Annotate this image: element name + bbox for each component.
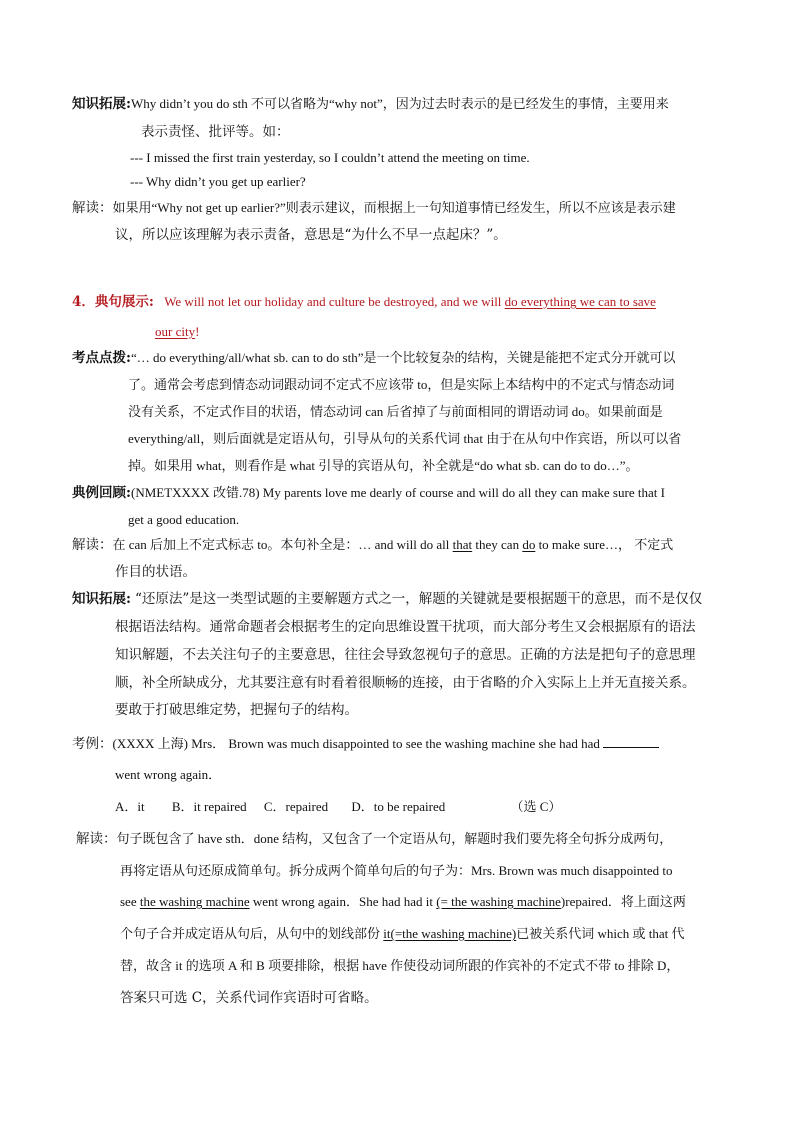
knowledge-extension-2-line-2: 根据语法结构。通常命题者会根据考生的定向思维设置干扰项，而大部分考生又会根据原有的语法 (115, 619, 696, 635)
key-point-line-5: 掉。如果用 what，则看作是 what 引导的宾语从句，补全就是“do what sb. can do to do…”。 (128, 458, 639, 473)
interpretation-2-do: do (522, 537, 536, 552)
exam-example-label: 考例： (72, 736, 113, 752)
interpretation-3-l3-underline-2: (= the washing machine (436, 894, 561, 909)
knowledge-extension-label: 知识拓展: (72, 96, 131, 112)
exam-example-line (72, 734, 659, 753)
interpretation-3-label: 解读： (76, 831, 117, 847)
knowledge-extension-2-label: 知识拓展: (72, 591, 131, 607)
key-point-line-3: 没有关系，不定式作目的状语，情态动词 can 后省掉了与前面相同的谓语动词 do。如果前面是 (128, 404, 663, 419)
key-point-text: “… do everything/all/what sb. can to do sth”是一个比较复杂的结构，关键是能把不定式分开就可以 (130, 350, 676, 365)
interpretation-2-text-c: to make sure…， 不定式 (535, 537, 674, 552)
interpretation-3-l3-underline-1: the washing machine (139, 894, 250, 909)
typical-sentence-text: We will not let our holiday and culture be destroyed, and we will (164, 294, 505, 309)
interpretation-3-line-4 (120, 925, 685, 943)
typical-sentence-line (72, 293, 656, 311)
options-row (115, 798, 561, 816)
option-b: B．it repaired (171, 799, 247, 814)
key-point-line (72, 349, 676, 367)
knowledge-extension-2-text: “还原法”是这一类型试题的主要解题方式之一，解题的关键就是要根据题干的意思，而不是仅仅 (134, 591, 703, 607)
interpretation-3-line-6: 答案只可选 C，关系代词作宾语时可省略。 (120, 990, 378, 1006)
exam-example-line-2: went wrong again． (115, 767, 222, 782)
interpretation-3-l4-a: 个句子合并成定语从句后，从句中的划线部份 (120, 926, 384, 941)
interpretation-3-l4-underline: it(=the washing machine) (383, 926, 517, 941)
interpretation-2-line-2: 作目的状语。 (115, 564, 196, 580)
knowledge-extension-2-line (72, 590, 702, 608)
knowledge-extension-text: Why didn’t you do sth 不可以省略为“why not”，因为过去时表示的是已经发生的事情，主要用来 (130, 96, 669, 111)
knowledge-extension-2-line-3: 知识解题，不去关注句子的主要意思，往往会导致忽视句子的意思。正确的方法是把句子的意思理 (115, 647, 696, 663)
interpretation-3-l3-b: went wrong again．She had had it (249, 894, 437, 909)
interpretation-line-2: 议，所以应该理解为表示责备，意思是“为什么不早一点起床？”。 (115, 227, 507, 243)
interpretation-2-that: that (452, 537, 473, 552)
exam-example-text: (XXXX 上海) Mrs． Brown was much disappointed to see the washing machine she had had (112, 736, 604, 751)
example-review-label: 典例回顾: (72, 485, 131, 501)
example-review-line (72, 484, 665, 502)
example-review-text: (NMETXXXX 改错.78) My parents love me dearly of course and will do all they can make sure that I (130, 485, 665, 500)
interpretation-3-line-3 (120, 893, 686, 911)
typical-sentence-underlined-2: our city (155, 324, 196, 339)
interpretation-2-text-a: 在 can 后加上不定式标志 to。本句补全是：… and will do all (112, 537, 453, 552)
knowledge-extension-2-line-4: 顺，补全所缺成分，尤其要注意有时看着很顺畅的连接，由于省略的介入实际上上并无直接关系。 (115, 675, 696, 691)
interpretation-3-l3-c: )repaired．将上面这两 (560, 894, 686, 909)
example-review-line-2: get a good education. (128, 512, 240, 527)
answer-blank (603, 734, 659, 748)
typical-sentence-end: ! (195, 324, 200, 339)
typical-sentence-heading: 4．典句展示: (72, 294, 154, 310)
typical-sentence-underlined: do everything we can to save (504, 294, 656, 309)
interpretation-2-text-b: they can (472, 537, 523, 552)
interpretation-label: 解读： (72, 200, 113, 216)
key-point-label: 考点点拨: (72, 350, 131, 366)
option-d: D．to be repaired (351, 799, 446, 814)
interpretation-2-line (72, 536, 673, 554)
key-point-line-4: everything/all，则后面就是定语从句，引导从句的关系代词 that 由于在从句中作宾语，所以可以省 (128, 431, 682, 446)
interpretation-3-line-2: 再将定语从句还原成简单句。拆分成两个简单句后的句子为：Mrs. Brown was much disappointed to (120, 863, 673, 878)
example-sentence-1: --- I missed the first train yesterday, so I couldn’t attend the meeting on time. (130, 150, 530, 165)
key-point-line-2: 了。通常会考虑到情态动词跟动词不定式不应该带 to，但是实际上本结构中的不定式与情态动词 (128, 377, 675, 392)
knowledge-extension-line-2: 表示责怪、批评等。如： (141, 124, 290, 140)
knowledge-extension-2-line-5: 要敢于打破思维定势，把握句子的结构。 (115, 702, 358, 718)
interpretation-3-text: 句子既包含了 have sth．done 结构，又包含了一个定语从句，解题时我们要先将全句拆分成两句， (116, 831, 673, 846)
interpretation-text: 如果用“Why not get up earlier?”则表示建议，而根据上一句知道事情已经发生，所以不应该是表示建 (112, 200, 676, 215)
interpretation-line (72, 199, 676, 217)
option-c: C．repaired (263, 799, 329, 814)
interpretation-2-label: 解读： (72, 537, 113, 553)
interpretation-3-l3-a: see (120, 894, 140, 909)
interpretation-3-l4-b: 已被关系代词 which 或 that 代 (516, 926, 685, 941)
knowledge-extension-line (72, 95, 669, 113)
answer-note: （选 C） (510, 799, 562, 814)
example-sentence-2: --- Why didn’t you get up earlier? (130, 174, 306, 189)
typical-sentence-line-2 (155, 323, 199, 341)
interpretation-3-line (76, 830, 672, 848)
interpretation-3-line-5: 替，故含 it 的选项 A 和 B 项要排除，根据 have 作使役动词所跟的作宾补的不定式不带 to 排除 D， (120, 958, 680, 973)
option-a: A．it (115, 799, 145, 814)
